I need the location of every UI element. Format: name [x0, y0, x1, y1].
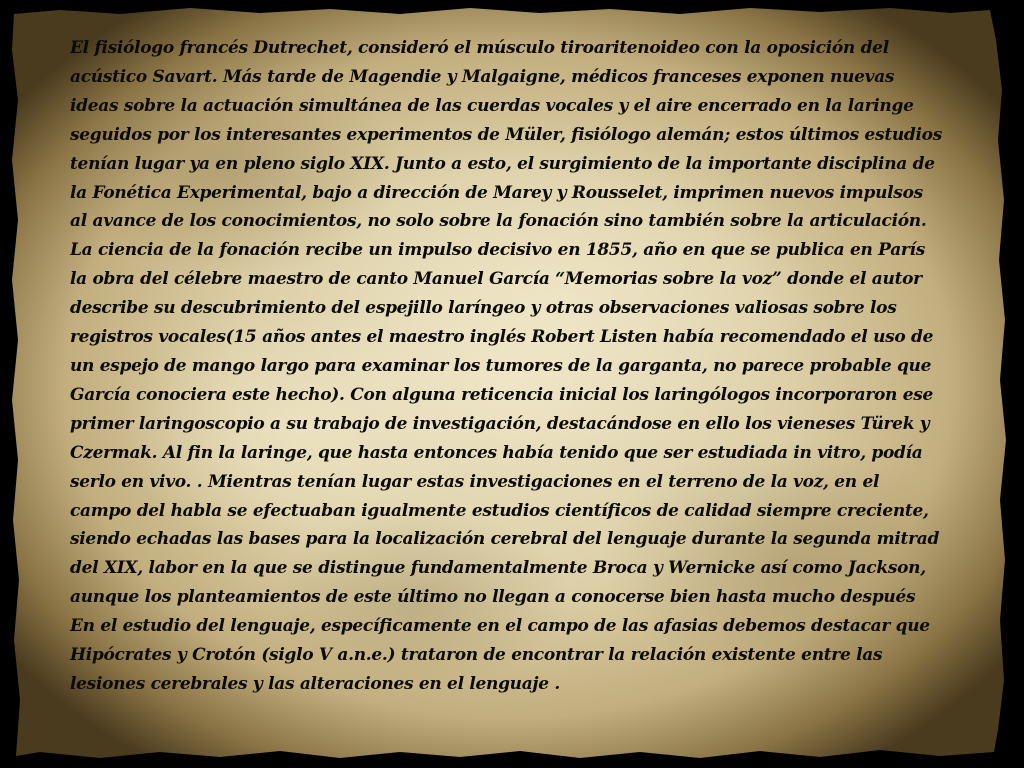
body-paragraph: El fisiólogo francés Dutrechet, consideró el músculo tiroaritenoideo con la oposición del acústico Savart. Más tarde de Magendie y Malgaigne, médicos franceses exponen nuevas ideas sobre la actuación simultánea de las cuerdas vocales y el aire encerrado en la laringe seguidos por los interesantes experimentos de Müler, fisiólogo alemán; estos últimos estudios tenían lugar ya en pleno siglo XIX. Junto a esto, el surgimiento de la importante disciplina de la Fonética Experimental, bajo a dirección de Marey y Rousselet, imprimen nuevos impulsos al avance de los conocimientos, no solo sobre la fonación sino también sobre la articulación. La ciencia de la fonación recibe un impulso decisivo en 1855, año en que se publica en París la obra del célebre maestro de canto Manuel García “Memorias sobre la voz” donde el autor describe su descubrimiento del espejillo laríngeo y otras observaciones valiosas sobre los registros vocales(15 años antes el maestro inglés Robert Listen había recomendado el uso de un espejo de mango largo para examinar los tumores de la garganta, no parece probable que García conociera este hecho). Con alguna reticencia inicial los laringólogos incorporaron ese primer laringoscopio a su trabajo de investigación, destacándose en ello los vieneses Türek y Czermak. Al fin la laringe, que hasta entonces había tenido que ser estudiada in vitro, podía serlo en vivo. . Mientras tenían lugar estas investigaciones en el terreno de la voz, en el campo del habla se efectuaban igualmente estudios científicos de calidad siempre creciente, siendo echadas las bases para la localización cerebral del lenguaje durante la segunda mitrad del XIX, labor en la que se distingue fundamentalmente Broca y Wernicke así como Jackson, aunque los planteamientos de este último no llegan a conocerse bien hasta mucho después En el estudio del lenguaje, específicamente en el campo de las afasias debemos destacar que Hipócrates y Crotón (siglo V a.n.e.) trataron de encontrar la relación existente entre las lesiones cerebrales y las alteraciones en el lenguaje . — [70, 38, 942, 694]
